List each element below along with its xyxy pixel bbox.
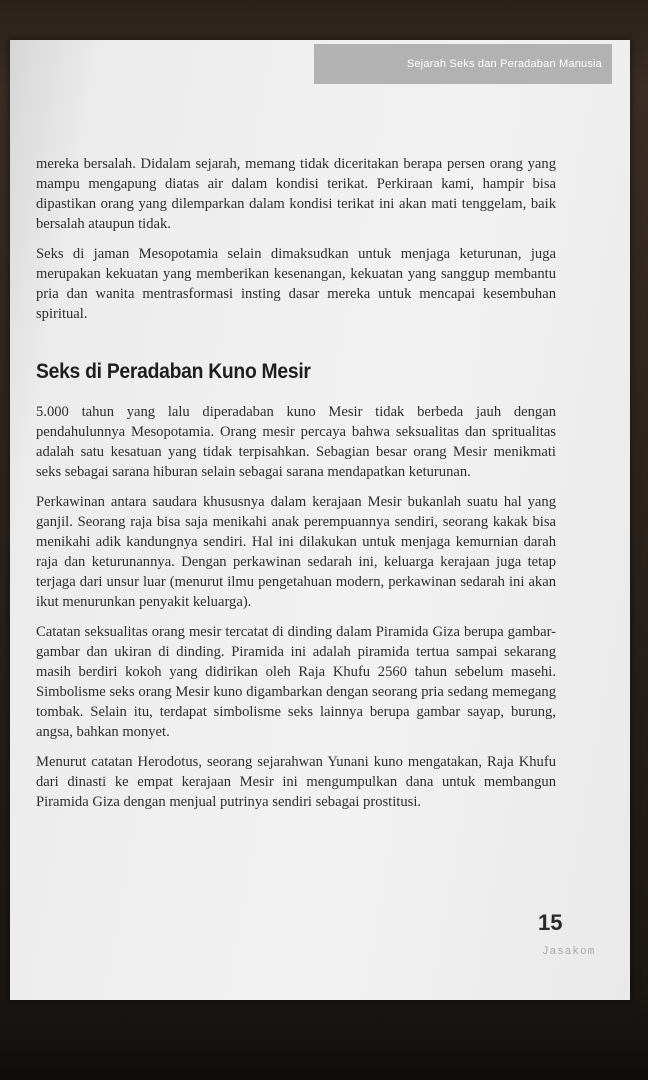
paragraph: 5.000 tahun yang lalu diperadaban kuno Mesir tidak berbeda jauh dengan pendahulunnya Mesopotamia. Orang mesir percaya bahwa seksualitas dan spritualitas adalah satu kesatuan yang tidak terpisahkan. Sebagian besar orang Mesir menikmati seks sebagai sarana hiburan selain sebagai sarana mendapatkan keturunan. (36, 404, 556, 480)
running-header (314, 44, 612, 84)
page-content (36, 154, 556, 822)
paragraph: Menurut catatan Herodotus, seorang sejarahwan Yunani kuno mengatakan, Raja Khufu dari dinasti ke empat kerajaan Mesir ini mengumpulkan dana untuk membangun Piramida Giza dengan menjual putrinya sendiri sebagai prostitusi. (36, 754, 556, 810)
page-number: 15 (538, 910, 563, 935)
publisher-mark: Jasakom (542, 946, 596, 958)
paragraph: Seks di jaman Mesopotamia selain dimaksudkan untuk menjaga keturunan, juga merupakan kekuatan yang memberikan kesenangan, kekuatan yang sanggup membantu pria dan wanita mentrasformasi insting dasar mereka untuk mencapai kesembuhan spiritual. (36, 246, 556, 322)
paragraph: mereka bersalah. Didalam sejarah, memang tidak diceritakan berapa persen orang yang mampu mengapung diatas air dalam kondisi terikat. Perkiraan kami, hampir bisa dipastikan orang yang dilemparkan dalam kondisi terikat ini akan mati tenggelam, baik bersalah ataupun tidak. (36, 156, 556, 232)
paragraph: Perkawinan antara saudara khususnya dalam kerajaan Mesir bukanlah suatu hal yang ganjil. Seorang raja bisa saja menikahi anak perempuannya sendiri, seorang kakak bisa menikahi adik kandungnya sendiri. Hal ini dilakukan untuk menjaga kemurnian darah raja dan keturunannya. Dengan perkawinan sedarah ini, keluarga kerajaan juga tetap terjaga dari unsur luar (menurut ilmu pengetahuan modern, perkawinan sedarah ini akan ikut menurunkan penyakit keluarga). (36, 494, 556, 610)
running-header-title: Sejarah Seks dan Peradaban Manusia (406, 58, 602, 70)
section-heading: Seks di Peradaban Kuno Mesir (36, 360, 311, 383)
paragraph: Catatan seksualitas orang mesir tercatat di dinding dalam Piramida Giza berupa gambar-gambar dan ukiran di dinding. Piramida ini adalah piramida tertua sampai sekarang masih berdiri kokoh yang didirikan oleh Raja Khufu 2560 tahun sebelum masehi. Simbolisme seks orang Mesir kuno digambarkan dengan seorang pria sedang memegang tombak. Selain itu, terdapat simbolisme seks lainnya berupa gambar sayap, burung, angsa, bahkan monyet. (36, 624, 556, 740)
book-page (10, 40, 630, 1000)
